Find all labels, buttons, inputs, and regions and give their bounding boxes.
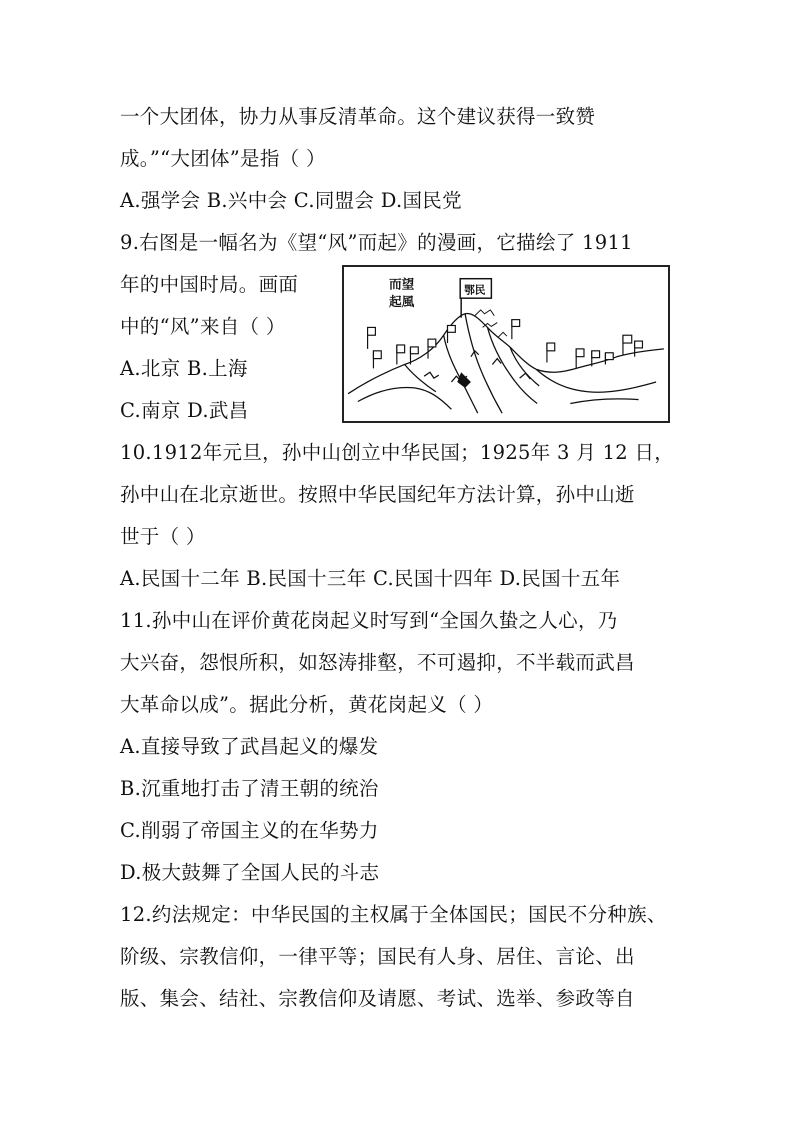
cartoon-drawing (344, 267, 668, 421)
q10-question: 世于（ ） (120, 525, 206, 548)
cartoon-image (342, 265, 670, 423)
peak-banners-icon (475, 310, 507, 337)
q12-stem-cont-2: 版、集会、结社、宗教信仰及请愿、考试、选举、参政等自 (120, 987, 635, 1010)
cartoon-caption-1: 而望 (389, 276, 415, 292)
q10-stem-cont: 孙中山在北京逝世。按照中华民国纪年方法计算，孙中山逝 (120, 483, 635, 506)
q12-stem-cont: 阶级、宗教信仰，一律平等；国民有人身、居住、言论、出 (120, 945, 635, 968)
q11-option-c: C.削弱了帝国主义的在华势力 (120, 819, 379, 842)
mountain-range-icon (348, 314, 664, 414)
q10-options: A.民国十二年 B.民国十三年 C.民国十四年 D.民国十五年 (120, 567, 621, 590)
q11-option-d: D.极大鼓舞了全国人民的斗志 (120, 861, 380, 884)
text-line-2: 成。”“大团体”是指（ ） (120, 147, 326, 170)
shadow-mark (457, 372, 471, 388)
q9-options-cd: C.南京 D.武昌 (120, 399, 249, 422)
small-flags-icon (368, 320, 643, 369)
q10-stem: 10.1912年元旦，孙中山创立中华民国；1925年 3 月 12 日， (120, 441, 675, 464)
q8-options: A.强学会 B.兴中会 C.同盟会 D.国民党 (120, 189, 462, 212)
q11-stem-cont: 大兴奋，怨恨所积，如怒涛排壑，不可遏抑，不半载而武昌 (120, 651, 635, 674)
q11-option-a: A.直接导致了武昌起义的爆发 (120, 735, 379, 758)
q9-question: 中的“风”来自（ ） (120, 315, 286, 338)
q9-stem-cont: 年的中国时局。画面 (120, 273, 299, 296)
q9-stem: 9.右图是一幅名为《望“风”而起》的漫画，它描绘了 1911 (120, 231, 633, 254)
text-line-1: 一个大团体，协力从事反清革命。这个建议获得一致赞 (120, 105, 596, 128)
q11-question: 大革命以成”。据此分析，黄花岗起义（ ） (120, 693, 494, 716)
flag-label: 鄂民 (464, 283, 486, 297)
q11-option-b: B.沉重地打击了清王朝的统治 (120, 777, 379, 800)
q9-options-ab: A.北京 B.上海 (120, 357, 248, 380)
cartoon-caption-2: 起風 (389, 293, 415, 309)
q12-stem: 12.约法规定：中华民国的主权属于全体国民；国民不分种族、 (120, 903, 667, 926)
q11-stem: 11.孙中山在评价黄花岗起义时写到“全国久蛰之人心，乃 (120, 609, 618, 632)
